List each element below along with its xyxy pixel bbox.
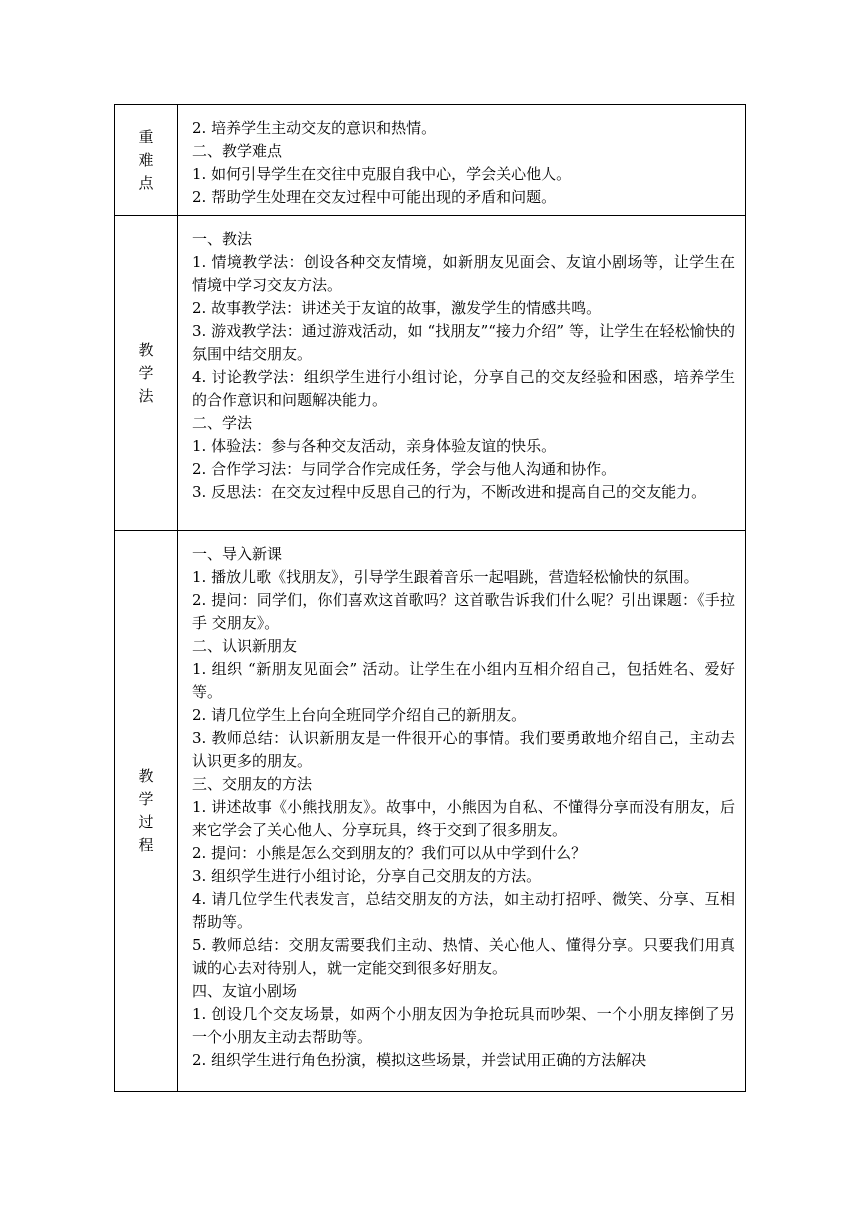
content-line: 2. 帮助学生处理在交友过程中可能出现的矛盾和问题。 <box>192 188 557 206</box>
table-row-teaching-methods <box>115 216 746 531</box>
content-line: 1. 体验法：参与各种交友活动，亲身体验友谊的快乐。 <box>192 437 557 455</box>
content-line: 1. 情境教学法：创设各种交友情境，如新朋友见面会、友谊小剧场等，让学生在情境中学习交友方法。 <box>192 253 735 294</box>
content-line: 5. 教师总结：交朋友需要我们主动、热情、关心他人、懂得分享。只要我们用真诚的心去对待别人，就一定能交到很多好朋友。 <box>192 936 735 977</box>
lesson-plan-table <box>114 104 746 1092</box>
content-line: 3. 反思法：在交友过程中反思自己的行为，不断改进和提高自己的交友能力。 <box>192 483 707 501</box>
content-line: 3. 教师总结：认识新朋友是一件很开心的事情。我们要勇敢地介绍自己，主动去认识更多的朋友。 <box>192 729 735 770</box>
content-line: 一、教法 <box>192 230 253 248</box>
content-line: 2. 故事教学法：讲述关于友谊的故事，激发学生的情感共鸣。 <box>192 299 602 317</box>
row-label-cell <box>115 216 178 531</box>
content-line: 1. 如何引导学生在交往中克服自我中心，学会关心他人。 <box>192 165 572 183</box>
content-line: 2. 提问：同学们，你们喜欢这首歌吗？这首歌告诉我们什么呢？引出课题：《手拉手 交朋友》。 <box>192 591 735 632</box>
row-label-char: 教 <box>138 767 154 785</box>
content-line: 1. 讲述故事《小熊找朋友》。故事中，小熊因为自私、不懂得分享而没有朋友，后来它学会了关心他人、分享玩具，终于交到了很多朋友。 <box>192 798 735 839</box>
row-label-char: 点 <box>138 173 154 192</box>
row-label-char: 学 <box>138 363 154 382</box>
content-line: 4. 讨论教学法：组织学生进行小组讨论，分享自己的交友经验和困惑，培养学生的合作意识和问题解决能力。 <box>192 368 735 409</box>
content-line: 1. 创设几个交友场景，如两个小朋友因为争抢玩具而吵架、一个小朋友摔倒了另一个小朋友主动去帮助等。 <box>192 1005 735 1046</box>
row-label-char: 学 <box>138 790 154 808</box>
row-label-char: 难 <box>138 150 154 169</box>
content-line: 1. 播放儿歌《找朋友》，引导学生跟着音乐一起唱跳，营造轻松愉快的氛围。 <box>192 568 699 586</box>
content-line: 4. 请几位学生代表发言，总结交朋友的方法，如主动打招呼、微笑、分享、互相帮助等。 <box>192 890 735 931</box>
table-row-key-difficult-points <box>115 105 746 216</box>
content-line: 二、学法 <box>192 414 253 432</box>
content-line: 2. 组织学生进行角色扮演，模拟这些场景，并尝试用正确的方法解决 <box>192 1051 647 1069</box>
content-line: 2. 提问：小熊是怎么交到朋友的？我们可以从中学到什么？ <box>192 844 587 862</box>
table-row-teaching-process <box>115 531 746 1092</box>
row-content-cell <box>178 105 746 216</box>
content-line: 四、友谊小剧场 <box>192 982 298 1000</box>
row-label-char: 法 <box>138 386 154 405</box>
row-label-char: 程 <box>138 836 154 854</box>
content-line: 一、导入新课 <box>192 545 283 563</box>
row-label-cell <box>115 531 178 1092</box>
row-label-char: 教 <box>138 340 154 359</box>
content-line: 1. 组织 “新朋友见面会” 活动。让学生在小组内互相介绍自己，包括姓名、爱好等。 <box>192 660 735 701</box>
content-line: 二、认识新朋友 <box>192 637 298 655</box>
content-line: 3. 游戏教学法：通过游戏活动，如 “找朋友”“接力介绍” 等，让学生在轻松愉快的氛围中结交朋友。 <box>192 322 735 363</box>
content-line: 三、交朋友的方法 <box>192 775 313 793</box>
row-label-cell <box>115 105 178 216</box>
content-line: 二、教学难点 <box>192 142 283 160</box>
row-content-cell <box>178 531 746 1092</box>
row-label-char: 重 <box>138 127 154 146</box>
content-line: 2. 请几位学生上台向全班同学介绍自己的新朋友。 <box>192 706 527 724</box>
row-content-cell <box>178 216 746 531</box>
content-line: 2. 培养学生主动交友的意识和热情。 <box>192 119 437 137</box>
row-label-char: 过 <box>138 813 154 831</box>
content-line: 3. 组织学生进行小组讨论，分享自己交朋友的方法。 <box>192 867 542 885</box>
content-line: 2. 合作学习法：与同学合作完成任务，学会与他人沟通和协作。 <box>192 460 617 478</box>
